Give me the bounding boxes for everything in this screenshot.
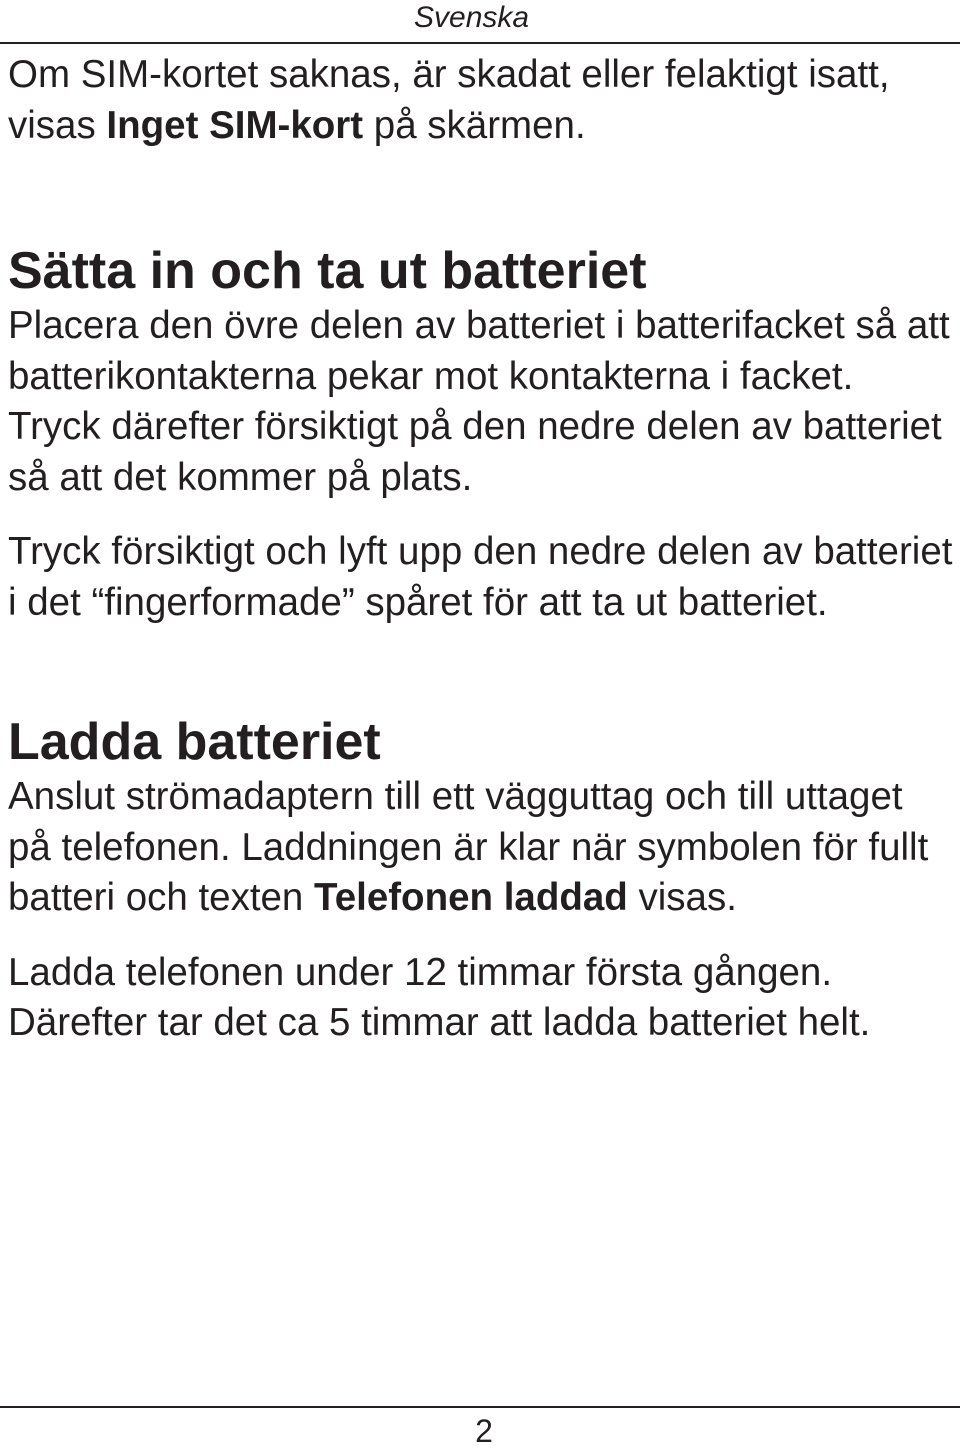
charge-paragraph <box>8 772 953 924</box>
intro-bold-text: Inget SIM-kort <box>106 103 364 147</box>
intro-paragraph <box>8 50 953 151</box>
charge-text-after: visas. <box>627 876 737 919</box>
header-language-label: Svenska <box>414 1 530 34</box>
battery-section-heading: Sätta in och ta ut batteriet <box>8 242 647 300</box>
page-content <box>8 50 953 1049</box>
page-number-container <box>0 1412 960 1450</box>
battery-remove-paragraph: Tryck försiktigt och lyft upp den nedre delen av batteriet i det “fingerformade” spåret för att ta ut batteriet. <box>8 530 953 624</box>
page-number: 2 <box>475 1413 493 1449</box>
charge-bold-text: Telefonen laddad <box>314 876 628 919</box>
charge-text-before: Anslut strömadaptern till ett vägguttag och till uttaget på telefonen. Laddningen är klar när symbolen för fullt batteri och texten <box>8 775 929 919</box>
intro-text-after: på skärmen. <box>363 103 586 147</box>
charge-time-paragraph: Ladda telefonen under 12 timmar första gången. Därefter tar det ca 5 timmar att ladda batteriet helt. <box>8 950 871 1044</box>
intro-text-before: Om SIM-kortet saknas, är skadat eller felaktigt isatt, visas <box>8 53 890 147</box>
footer-divider <box>0 1406 960 1408</box>
header-divider <box>0 42 960 44</box>
charge-section-heading: Ladda batteriet <box>8 713 381 771</box>
battery-insert-paragraph: Placera den övre delen av batteriet i batterifacket så att batterikontakterna pekar mot kontakterna i facket. Tryck därefter försiktigt på den nedre delen av batteriet så att det kommer på plats. <box>8 304 950 499</box>
